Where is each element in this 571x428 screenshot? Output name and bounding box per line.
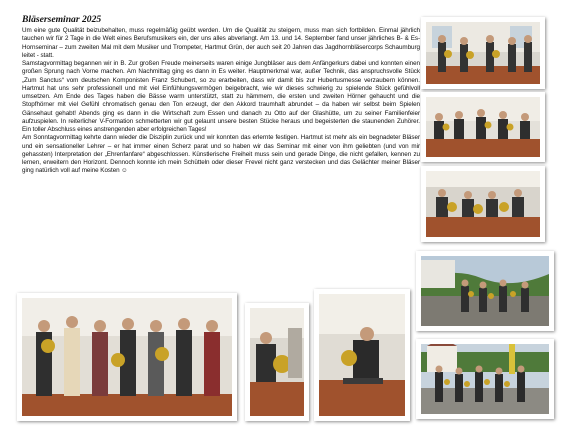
photo-seated-rehearsal-right-2 [421, 92, 545, 162]
photo-teacher-seated-bottom-3 [314, 289, 410, 421]
article-paragraph-1: Um eine gute Qualität beizubehalten, muss regelmäßig geübt werden. Um die Qualität zu steigern, muss man sich fortbilden. Einmal jährlich tauchen wir für 2 Tage in die Welt eines Berufsmusikers ein, der uns alles abverlangt. Am 13. und 14. September fand unser jährliches B- & Es-Hornseminar – zum zweiten Mal mit dem Musiker und Trompeter, Hartmut Grün, der auch seit 20 Jahren das Jagdhornbläsercorps Schaumburg leitet - statt. [22, 27, 420, 59]
article-paragraph-3: Am Sonntagvormittag kehrte dann wieder die Disziplin zurück und wir konnten das erlernte festigen. Hartmut ist mehr als ein begnadeter Bläser und ein sensationeller Lehrer – er hat immer einen Scherz parat und so haben wir das Seminar mit einer von ihm geliebten (und von mir gehassten) Interpretation der „Ehrenfanfare“ abgeschlossen. Künstlerische Freiheit muss sein und gerade Dinge, die nicht gefallen, kennen zu lernen, erweitern den Horizont. Dennoch konnte ich mein Schütteln oder dieser Frevel nicht ganz verstecken und das Gelächter meiner Bläser ging natürlich voll auf meine Kosten ☺ [22, 134, 420, 175]
photo-outdoor-party-right-4 [416, 251, 554, 331]
photo-group-rehearsal-right-1 [421, 17, 545, 89]
photo-outdoor-performance-right-5 [416, 339, 554, 419]
photo-seated-horn-players-right-3 [421, 166, 545, 242]
article-paragraph-2: Samstagvormittag begannen wir in B. Zur großen Freude meinerseits waren einige Jungbläser aus dem Anfängerkurs dabei und konnten einen großen Sprung nach Vorne machen. Am Nachmittag ging es dann in Es weiter. Hauptmerkmal war, außer Technik, das anspruchsvolle Stück „Zum Sanctus“ vom deutschen Komponisten Franz Schubert, so zu erarbeiten, dass wir damit bis zur Hubertusmesse verzaubern können. Hartmut hat uns sehr professionell und mit viel Einfühlungsvermögen beigebracht, wie wir dieses schwierig zu spielende Stück gefühlvoll umsetzen. Am Ende des Tages haben die Bässe warm unterstützt, statt zu hämmern, die ersten und zweiten Hörner gehaucht und die Stopfhörner mit viel Gefühl chromatisch genau den Ton erzeugt, der den Akkord traumhaft abrundet – da haben wir selbst beim Spielen Gänsehaut gehabt! Abends ging es dann in die Wirtschaft zum Essen und danach zu Otto auf der Glashütte, um zu seiner Familienfeier aufzuspielen. In reiterlicher V-Formation schmetterten wir gut gelaunt unsere besten Stücke heraus und begeisterten die staunenden Zuhörer. Ein toller Abschluss eines anstrengenden aber erfolgreichen Tages! [22, 60, 420, 133]
article-title: Bläserseminar 2025 [22, 14, 102, 25]
article-text [22, 14, 420, 176]
photo-seated-player-bottom-2 [245, 303, 309, 421]
photo-group-portrait-bottom-1 [17, 293, 237, 421]
